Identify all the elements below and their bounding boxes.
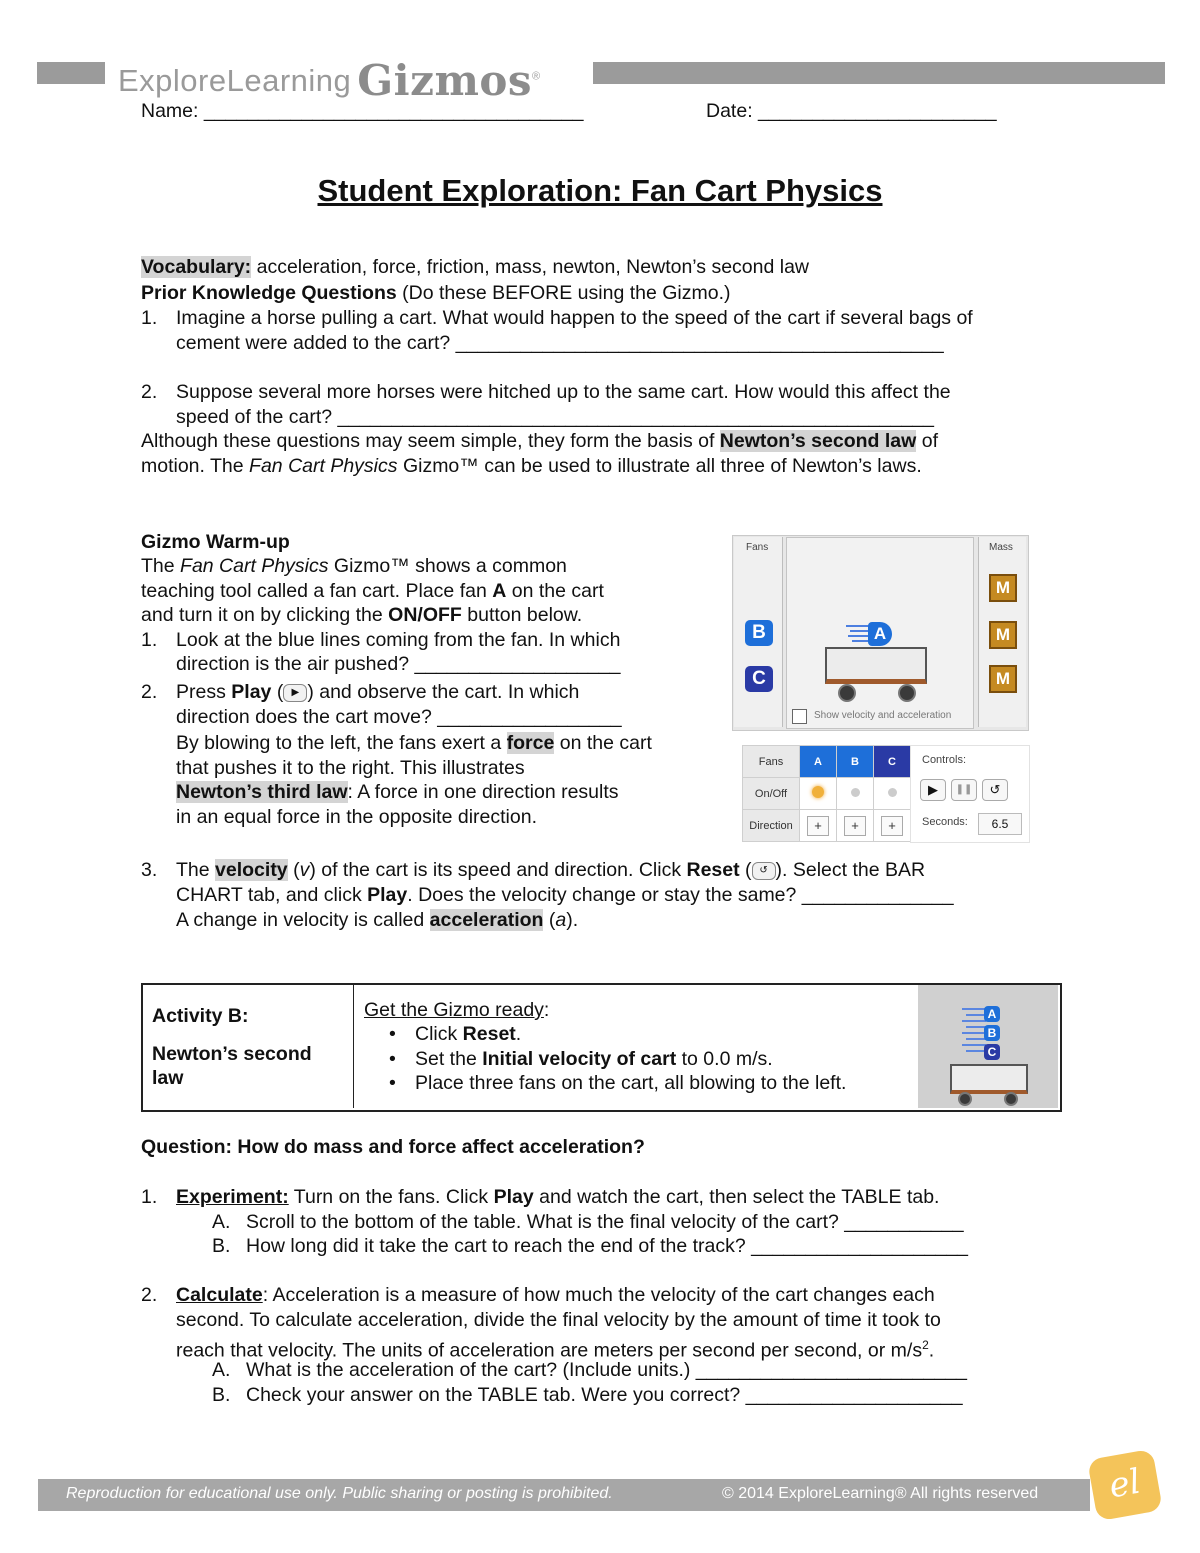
fan-a-direction-button[interactable]: + bbox=[807, 816, 829, 836]
show-velocity-checkbox[interactable] bbox=[792, 709, 807, 724]
explorelearning-logo: ExploreLearning Gizmos® bbox=[118, 56, 541, 105]
activity-ready: Get the Gizmo ready: bbox=[364, 999, 550, 1021]
reset-icon: ↺ bbox=[752, 862, 776, 880]
prior-knowledge-heading: Prior Knowledge Questions (Do these BEFORE using the Gizmo.) bbox=[141, 282, 731, 304]
name-field[interactable]: Name: ___________________________________ bbox=[141, 100, 584, 122]
controls-fan-b-header: B bbox=[837, 746, 874, 778]
calculate-b-question[interactable]: Check your answer on the TABLE tab. Were you correct? ____________________ bbox=[246, 1384, 963, 1406]
warmup-intro-1: The Fan Cart Physics Gizmo™ shows a common bbox=[141, 555, 567, 577]
calculate-line3: reach that velocity. The units of acceleration are meters per second per second, or $m/s^2$. bbox=[176, 1338, 935, 1362]
warmup-q2-answer[interactable]: direction does the cart move? _________________ bbox=[176, 706, 622, 728]
fan-b-onoff-toggle[interactable] bbox=[837, 778, 874, 810]
seconds-label: Seconds: bbox=[922, 816, 968, 828]
force-line-4: in an equal force in the opposite direction. bbox=[176, 806, 537, 828]
controls-fan-a-header: A bbox=[800, 746, 837, 778]
activity-bullet-3: • bbox=[389, 1072, 396, 1094]
force-line-2: that pushes it to the right. This illustrates bbox=[176, 757, 525, 779]
pk-paragraph-line2: motion. The Fan Cart Physics Gizmo™ can be used to illustrate all three of Newton’s laws. bbox=[141, 455, 922, 477]
force-line-3: Newton’s third law: A force in one direction results bbox=[176, 781, 619, 803]
warmup-q1-text: Look at the blue lines coming from the fan. In which bbox=[176, 629, 621, 651]
force-line-1: By blowing to the left, the fans exert a force on the cart bbox=[176, 732, 652, 754]
reset-button[interactable]: ↺ bbox=[982, 779, 1008, 801]
activity-step-1: Click Reset. bbox=[415, 1023, 522, 1045]
calculate-a-letter: A. bbox=[212, 1359, 231, 1381]
mini-fan-a: A bbox=[984, 1006, 1000, 1022]
show-velocity-label: Show velocity and acceleration bbox=[814, 710, 952, 721]
fan-c-button[interactable]: C bbox=[745, 666, 773, 692]
fan-a-on-cart[interactable]: A bbox=[868, 622, 892, 646]
warmup-heading: Gizmo Warm-up bbox=[141, 531, 290, 553]
warmup-intro-3: and turn it on by clicking the ON/OFF button below. bbox=[141, 604, 583, 626]
warmup-q3-line2: CHART tab, and click Play. Does the velocity change or stay the same? ______________ bbox=[176, 884, 954, 906]
warmup-q2-text: Press Play ( ▶ ) and observe the cart. In which bbox=[176, 681, 580, 703]
cart-wheel-left bbox=[838, 684, 856, 702]
mass-block-3[interactable]: M bbox=[989, 665, 1017, 693]
footer-notice: Reproduction for educational use only. Public sharing or posting is prohibited. bbox=[66, 1485, 613, 1502]
fan-b-direction-button[interactable]: + bbox=[844, 816, 866, 836]
header-bar-right bbox=[593, 62, 1165, 84]
warmup-q1-answer[interactable]: direction is the air pushed? ___________________ bbox=[176, 653, 621, 675]
fan-c-onoff-toggle[interactable] bbox=[874, 778, 911, 810]
controls-onoff-label: On/Off bbox=[743, 778, 800, 810]
calculate-number: 2. bbox=[141, 1284, 158, 1306]
experiment-a-question[interactable]: Scroll to the bottom of the table. What is the final velocity of the cart? ___________ bbox=[246, 1211, 964, 1233]
activity-subtitle-2: law bbox=[152, 1067, 184, 1089]
mass-panel-label: Mass bbox=[989, 542, 1013, 553]
header-bar-left bbox=[37, 62, 105, 84]
date-field[interactable]: Date: ______________________ bbox=[706, 100, 997, 122]
explorelearning-badge-icon: el bbox=[1087, 1449, 1163, 1522]
play-button[interactable]: ▶ bbox=[920, 779, 946, 801]
activity-step-2: Set the Initial velocity of cart to 0.0 m/s. bbox=[415, 1048, 773, 1070]
activity-bullet-1: • bbox=[389, 1023, 396, 1045]
pause-button[interactable]: ❚❚ bbox=[951, 779, 977, 801]
mini-cart-wheel-right bbox=[1004, 1092, 1018, 1106]
pk-q1-answer[interactable]: cement were added to the cart? _____________________________________________ bbox=[176, 332, 944, 354]
activity-divider bbox=[353, 985, 354, 1108]
mini-fan-c: C bbox=[984, 1044, 1000, 1060]
calculate-line1: Calculate: Acceleration is a measure of how much the velocity of the cart changes each bbox=[176, 1284, 935, 1306]
fan-b-button[interactable]: B bbox=[745, 620, 773, 646]
warmup-q1-number: 1. bbox=[141, 629, 158, 651]
cart[interactable] bbox=[825, 647, 927, 684]
activity-step-3: Place three fans on the cart, all blowing to the left. bbox=[415, 1072, 847, 1094]
experiment-b-question[interactable]: How long did it take the cart to reach the end of the track? ____________________ bbox=[246, 1235, 969, 1257]
activity-title: Activity B: bbox=[152, 1005, 249, 1027]
mass-block-1[interactable]: M bbox=[989, 574, 1017, 602]
pk-paragraph-line1: Although these questions may seem simple, they form the basis of Newton’s second law of bbox=[141, 430, 938, 452]
controls-fans-header: Fans bbox=[743, 746, 800, 778]
controls-label: Controls: bbox=[922, 754, 967, 766]
experiment-line: Experiment: Turn on the fans. Click Play and watch the cart, then select the TABLE tab. bbox=[176, 1186, 940, 1208]
fan-c-direction-button[interactable]: + bbox=[881, 816, 903, 836]
warmup-q3-number: 3. bbox=[141, 859, 158, 881]
pk-q2-number: 2. bbox=[141, 381, 158, 403]
mini-cart-wheel-left bbox=[958, 1092, 972, 1106]
calculate-b-letter: B. bbox=[212, 1384, 231, 1406]
experiment-b-letter: B. bbox=[212, 1235, 231, 1257]
activity-bullet-2: • bbox=[389, 1048, 396, 1070]
warmup-intro-2: teaching tool called a fan cart. Place fan A on the cart bbox=[141, 580, 604, 602]
cart-wheel-right bbox=[898, 684, 916, 702]
question-heading: Question: How do mass and force affect acceleration? bbox=[141, 1136, 645, 1158]
play-icon: ▶ bbox=[283, 684, 307, 702]
warmup-q3-line1: The velocity (v) of the cart is its speed and direction. Click Reset ( ↺ ). Select the BAR bbox=[176, 859, 926, 881]
vocabulary-line: Vocabulary: acceleration, force, friction, mass, newton, Newton’s second law bbox=[141, 256, 810, 278]
controls-fan-c-header: C bbox=[874, 746, 911, 778]
pk-q2-answer[interactable]: speed of the cart? _______________________________________________________ bbox=[176, 406, 934, 428]
controls-direction-label: Direction bbox=[743, 810, 800, 842]
mini-cart bbox=[950, 1064, 1028, 1094]
mini-fan-b: B bbox=[984, 1025, 1000, 1041]
warmup-q2-number: 2. bbox=[141, 681, 158, 703]
calculate-line2: second. To calculate acceleration, divide the final velocity by the amount of time it took to bbox=[176, 1309, 941, 1331]
page-title: Student Exploration: Fan Cart Physics bbox=[317, 173, 883, 208]
fans-panel-label: Fans bbox=[746, 542, 769, 553]
experiment-number: 1. bbox=[141, 1186, 158, 1208]
calculate-a-question[interactable]: What is the acceleration of the cart? (Include units.) _________________________ bbox=[246, 1359, 967, 1381]
seconds-value: 6.5 bbox=[978, 813, 1022, 835]
warmup-q3-line3: A change in velocity is called acceleration (a). bbox=[176, 909, 579, 931]
pk-q1-number: 1. bbox=[141, 307, 158, 329]
fan-a-onoff-toggle[interactable] bbox=[800, 778, 837, 810]
pk-q1-text: Imagine a horse pulling a cart. What would happen to the speed of the cart if several bags of bbox=[176, 307, 973, 329]
activity-subtitle-1: Newton’s second bbox=[152, 1043, 312, 1065]
fan-controls-table bbox=[742, 745, 911, 842]
experiment-a-letter: A. bbox=[212, 1211, 231, 1233]
footer-copyright: © 2014 ExploreLearning® All rights reserved bbox=[722, 1485, 1039, 1502]
mass-block-2[interactable]: M bbox=[989, 621, 1017, 649]
pk-q2-text: Suppose several more horses were hitched up to the same cart. How would this affect the bbox=[176, 381, 951, 403]
